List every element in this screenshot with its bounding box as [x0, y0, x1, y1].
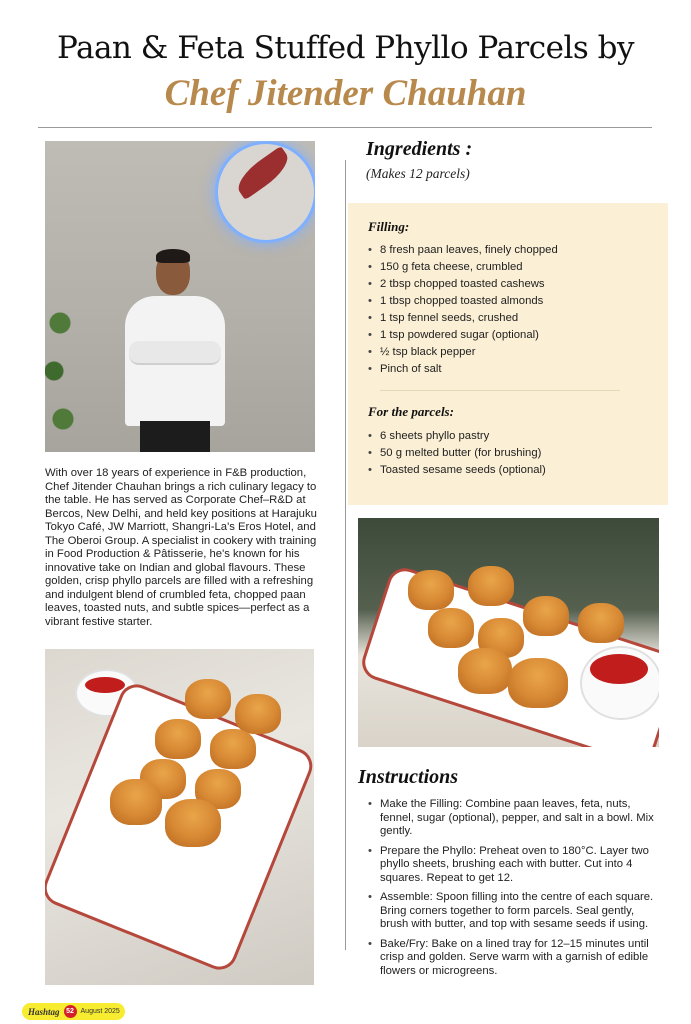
list-item: • 2 tbsp chopped toasted cashews — [380, 276, 558, 293]
chef-name-title: Chef Jitender Chauhan — [164, 73, 527, 114]
page-number: 52 — [64, 1005, 77, 1018]
phyllo-parcel — [165, 799, 221, 847]
page-footer — [22, 1003, 125, 1020]
phyllo-parcel — [408, 570, 454, 610]
parcels-heading: For the parcels: — [368, 404, 454, 419]
phyllo-parcel — [458, 648, 512, 694]
phyllo-parcel — [210, 729, 256, 769]
list-item: • 1 tbsp chopped toasted almonds — [380, 293, 558, 310]
list-item: • 1 tsp fennel seeds, crushed — [380, 310, 558, 327]
parcels-list — [366, 428, 546, 479]
page-title: Paan & Feta Stuffed Phyllo Parcels by — [57, 30, 634, 66]
list-item: • 50 g melted butter (for brushing) — [380, 445, 546, 462]
chef-pants — [140, 421, 210, 452]
instructions-list — [368, 798, 665, 984]
header-divider — [38, 127, 652, 128]
phyllo-parcel — [110, 779, 162, 825]
phyllo-parcel — [508, 658, 568, 708]
phyllo-parcel — [578, 603, 624, 643]
chef-hair — [156, 249, 190, 263]
list-item: • 6 sheets phyllo pastry — [380, 428, 546, 445]
instruction-step: • Bake/Fry: Bake on a lined tray for 12–15 minutes until crisp and golden. Serve warm with a garnish of edible flowers or microgreens. — [380, 938, 665, 979]
yield-note: (Makes 12 parcels) — [366, 166, 470, 181]
column-divider — [345, 160, 346, 950]
phyllo-parcel — [235, 694, 281, 734]
list-item: • Pinch of salt — [380, 361, 558, 378]
phyllo-parcel — [468, 566, 514, 606]
chef-photo — [45, 141, 315, 452]
ingredients-heading: Ingredients : — [366, 138, 473, 160]
phyllo-parcel — [155, 719, 201, 759]
chef-crossed-arms — [129, 341, 221, 365]
list-item: • 8 fresh paan leaves, finely chopped — [380, 242, 558, 259]
filling-list — [366, 242, 558, 378]
list-item: • 1 tsp powdered sugar (optional) — [380, 327, 558, 344]
list-item: • ½ tsp black pepper — [380, 344, 558, 361]
phyllo-parcel — [185, 679, 231, 719]
instruction-step: • Assemble: Spoon filling into the centre of each square. Bring corners together to form parcels. Seal gently, brush with butter, and top with sesame seeds if using. — [380, 891, 665, 932]
chili-sauce — [590, 654, 648, 684]
food-photo-tray — [358, 518, 659, 747]
plant-decoration — [45, 291, 75, 451]
list-item: • Toasted sesame seeds (optional) — [380, 462, 546, 479]
food-photo-plate — [45, 649, 314, 985]
phyllo-parcel — [523, 596, 569, 636]
chef-bio: With over 18 years of experience in F&B production, Chef Jitender Chauhan brings a rich culinary legacy to the table. He has served as Corporate Chef–R&D at Bercos, New Delhi, and held key positions at Harajuku Tokyo Café, JW Marriott, Shangri-La's Eros Hotel, and The Oberoi Group. A specialist in cookery with training in Food Production & Pâtisserie, he's known for his innovative take on Indian and global flavours. These golden, crisp phyllo parcels are filled with a refreshing and indulgent blend of crumbled feta, chopped paan leaves, toasted nuts, and subtle spices—perfect as a vibrant festive starter. — [45, 467, 317, 628]
filling-heading: Filling: — [368, 219, 410, 234]
chili-sauce — [85, 677, 125, 693]
ingredients-separator — [380, 390, 620, 391]
instructions-heading: Instructions — [358, 766, 459, 788]
magazine-brand: Hashtag — [28, 1006, 60, 1017]
issue-date: August 2025 — [80, 1008, 120, 1015]
instruction-step: • Make the Filling: Combine paan leaves, feta, nuts, fennel, sugar (optional), pepper, and salt in a bowl. Mix gently. — [380, 798, 665, 839]
instruction-step: • Prepare the Phyllo: Preheat oven to 180°C. Layer two phyllo sheets, brushing each with butter. Cut into 4 squares. Repeat to get 12. — [380, 845, 665, 886]
list-item: • 150 g feta cheese, crumbled — [380, 259, 558, 276]
phyllo-parcel — [428, 608, 474, 648]
